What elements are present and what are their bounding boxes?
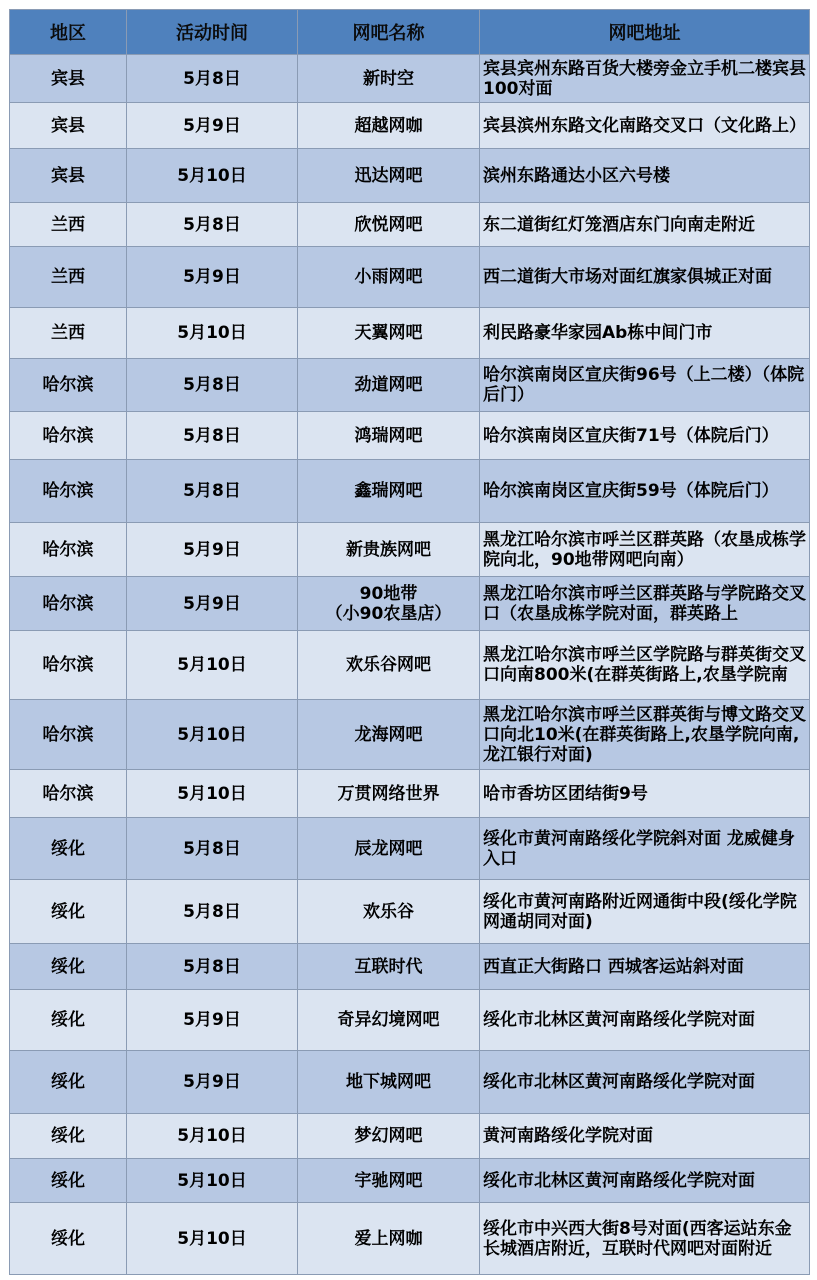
region-cell: 宾县: [10, 149, 127, 203]
header-cafe-name: 网吧名称: [298, 10, 480, 55]
region-cell: 哈尔滨: [10, 359, 127, 412]
date-cell: 5月8日: [127, 203, 298, 247]
cafe-name-cell: 90地带 （小90农垦店）: [298, 577, 480, 631]
date-cell: 5月10日: [127, 149, 298, 203]
region-cell: 绥化: [10, 990, 127, 1051]
date-cell: 5月9日: [127, 247, 298, 308]
date-cell: 5月8日: [127, 460, 298, 523]
region-cell: 哈尔滨: [10, 523, 127, 577]
cafe-name-cell: 欢乐谷: [298, 880, 480, 944]
header-address: 网吧地址: [480, 10, 810, 55]
table-row: [10, 1051, 810, 1114]
address-cell: 东二道街红灯笼酒店东门向南走附近: [480, 203, 810, 247]
cafe-name-cell: 鸿瑞网吧: [298, 412, 480, 460]
date-cell: 5月9日: [127, 103, 298, 149]
region-cell: 绥化: [10, 818, 127, 880]
address-cell: 绥化市北林区黄河南路绥化学院对面: [480, 1159, 810, 1203]
date-cell: 5月10日: [127, 770, 298, 818]
cafe-name-cell: 梦幻网吧: [298, 1114, 480, 1159]
region-cell: 哈尔滨: [10, 700, 127, 770]
header-time: 活动时间: [127, 10, 298, 55]
address-cell: 黑龙江哈尔滨市呼兰区群英路与学院路交叉口（农垦成栋学院对面，群英路上: [480, 577, 810, 631]
address-cell: 绥化市北林区黄河南路绥化学院对面: [480, 990, 810, 1051]
table-row: [10, 880, 810, 944]
table-row: [10, 460, 810, 523]
date-cell: 5月8日: [127, 55, 298, 103]
date-cell: 5月10日: [127, 631, 298, 700]
table-row: [10, 631, 810, 700]
header-row: [10, 10, 810, 55]
date-cell: 5月10日: [127, 308, 298, 359]
date-cell: 5月9日: [127, 1051, 298, 1114]
table-row: [10, 359, 810, 412]
address-cell: 黄河南路绥化学院对面: [480, 1114, 810, 1159]
table-row: [10, 818, 810, 880]
table-row: [10, 1159, 810, 1203]
address-cell: 哈尔滨南岗区宣庆街71号（体院后门）: [480, 412, 810, 460]
date-cell: 5月9日: [127, 990, 298, 1051]
table-row: [10, 523, 810, 577]
address-cell: 黑龙江哈尔滨市呼兰区群英街与博文路交叉口向北10米(在群英街路上,农垦学院向南,龙江银行对面): [480, 700, 810, 770]
cafe-name-cell: 辰龙网吧: [298, 818, 480, 880]
cafe-name-cell: 地下城网吧: [298, 1051, 480, 1114]
table-row: [10, 700, 810, 770]
cafe-name-cell: 迅达网吧: [298, 149, 480, 203]
date-cell: 5月8日: [127, 412, 298, 460]
address-cell: 黑龙江哈尔滨市呼兰区学院路与群英街交叉口向南800米(在群英街路上,农垦学院南: [480, 631, 810, 700]
address-cell: 利民路豪华家园Ab栋中间门市: [480, 308, 810, 359]
region-cell: 绥化: [10, 1051, 127, 1114]
cafe-name-cell: 小雨网吧: [298, 247, 480, 308]
address-cell: 绥化市黄河南路绥化学院斜对面 龙威健身入口: [480, 818, 810, 880]
table-row: [10, 247, 810, 308]
table-row: [10, 55, 810, 103]
region-cell: 哈尔滨: [10, 577, 127, 631]
date-cell: 5月8日: [127, 880, 298, 944]
event-schedule-table: [9, 9, 810, 1275]
table-row: [10, 944, 810, 990]
region-cell: 哈尔滨: [10, 770, 127, 818]
cafe-name-cell: 鑫瑞网吧: [298, 460, 480, 523]
region-cell: 绥化: [10, 1203, 127, 1275]
cafe-name-cell: 宇驰网吧: [298, 1159, 480, 1203]
region-cell: 宾县: [10, 55, 127, 103]
region-cell: 兰西: [10, 203, 127, 247]
table-row: [10, 203, 810, 247]
date-cell: 5月10日: [127, 1159, 298, 1203]
cafe-name-cell: 奇异幻境网吧: [298, 990, 480, 1051]
date-cell: 5月10日: [127, 700, 298, 770]
date-cell: 5月10日: [127, 1114, 298, 1159]
cafe-name-cell: 劲道网吧: [298, 359, 480, 412]
region-cell: 哈尔滨: [10, 460, 127, 523]
cafe-name-cell: 新时空: [298, 55, 480, 103]
address-cell: 绥化市北林区黄河南路绥化学院对面: [480, 1051, 810, 1114]
cafe-name-cell: 欣悦网吧: [298, 203, 480, 247]
address-cell: 黑龙江哈尔滨市呼兰区群英路（农垦成栋学院向北，90地带网吧向南）: [480, 523, 810, 577]
cafe-name-cell: 超越网咖: [298, 103, 480, 149]
address-cell: 滨州东路通达小区六号楼: [480, 149, 810, 203]
cafe-name-cell: 新贵族网吧: [298, 523, 480, 577]
address-cell: 哈尔滨南岗区宣庆街96号（上二楼）（体院后门）: [480, 359, 810, 412]
date-cell: 5月8日: [127, 359, 298, 412]
cafe-name-cell: 龙海网吧: [298, 700, 480, 770]
address-cell: 宾县滨州东路文化南路交叉口（文化路上）: [480, 103, 810, 149]
table-row: [10, 990, 810, 1051]
table-row: [10, 1203, 810, 1275]
region-cell: 宾县: [10, 103, 127, 149]
table-row: [10, 149, 810, 203]
region-cell: 兰西: [10, 308, 127, 359]
cafe-name-cell: 万贯网络世界: [298, 770, 480, 818]
address-cell: 西二道街大市场对面红旗家俱城正对面: [480, 247, 810, 308]
table-row: [10, 770, 810, 818]
region-cell: 兰西: [10, 247, 127, 308]
region-cell: 绥化: [10, 944, 127, 990]
header-region: 地区: [10, 10, 127, 55]
region-cell: 绥化: [10, 880, 127, 944]
address-cell: 哈尔滨南岗区宣庆街59号（体院后门）: [480, 460, 810, 523]
table-row: [10, 308, 810, 359]
region-cell: 绥化: [10, 1114, 127, 1159]
address-cell: 绥化市黄河南路附近网通街中段(绥化学院网通胡同对面): [480, 880, 810, 944]
date-cell: 5月9日: [127, 523, 298, 577]
region-cell: 哈尔滨: [10, 412, 127, 460]
date-cell: 5月9日: [127, 577, 298, 631]
table-row: [10, 103, 810, 149]
cafe-name-cell: 天翼网吧: [298, 308, 480, 359]
cafe-name-cell: 爱上网咖: [298, 1203, 480, 1275]
table-row: [10, 577, 810, 631]
region-cell: 绥化: [10, 1159, 127, 1203]
address-cell: 宾县宾州东路百货大楼旁金立手机二楼宾县100对面: [480, 55, 810, 103]
date-cell: 5月8日: [127, 944, 298, 990]
date-cell: 5月8日: [127, 818, 298, 880]
address-cell: 哈市香坊区团结街9号: [480, 770, 810, 818]
table-row: [10, 412, 810, 460]
region-cell: 哈尔滨: [10, 631, 127, 700]
address-cell: 西直正大街路口 西城客运站斜对面: [480, 944, 810, 990]
cafe-name-cell: 欢乐谷网吧: [298, 631, 480, 700]
address-cell: 绥化市中兴西大街8号对面(西客运站东金长城酒店附近，互联时代网吧对面附近: [480, 1203, 810, 1275]
table-row: [10, 1114, 810, 1159]
date-cell: 5月10日: [127, 1203, 298, 1275]
cafe-name-cell: 互联时代: [298, 944, 480, 990]
